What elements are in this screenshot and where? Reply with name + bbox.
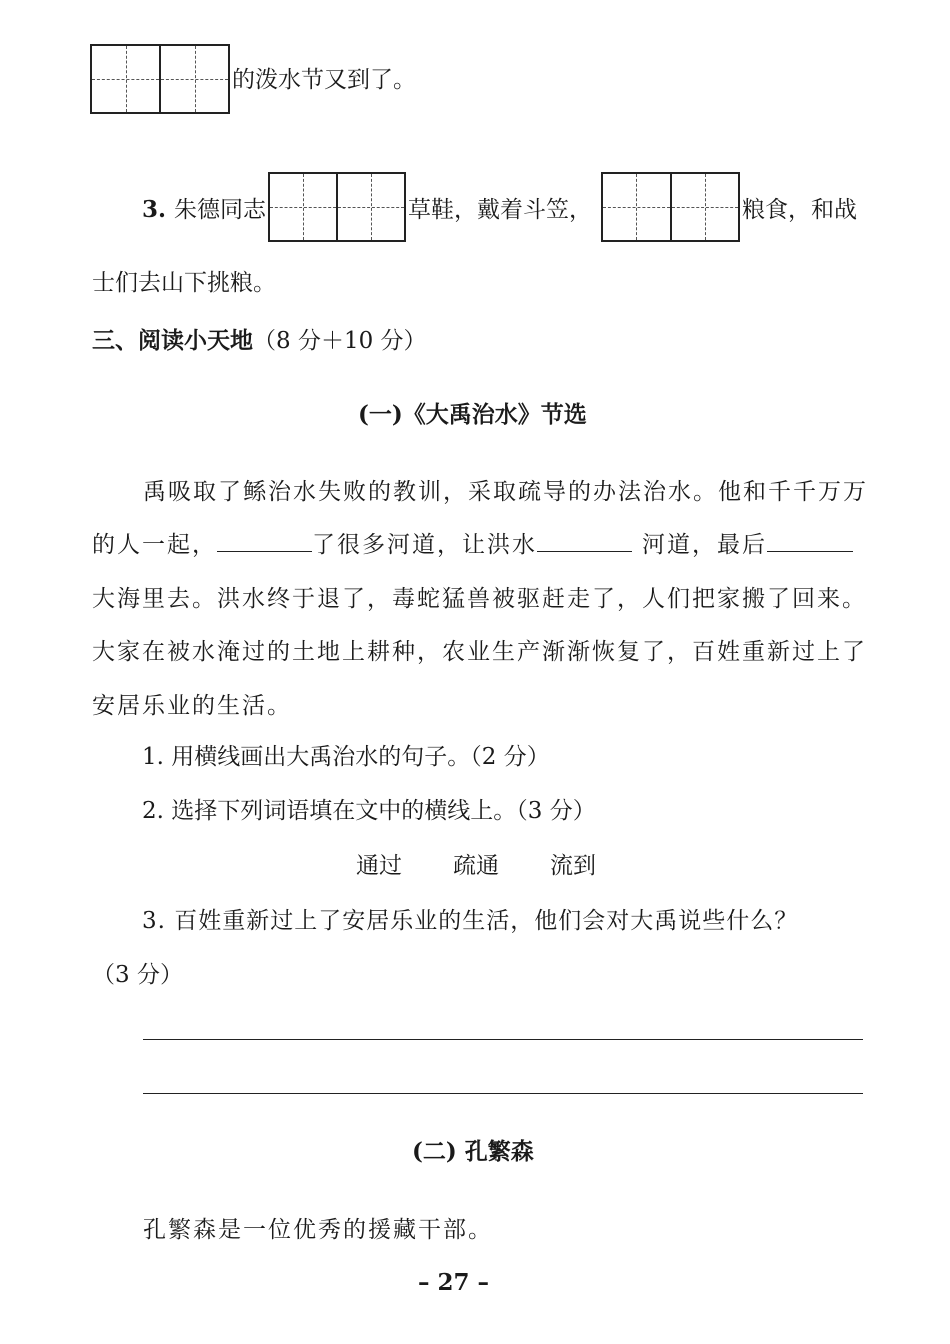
char-cell xyxy=(159,46,228,112)
passage1-line2c: 河道，最后 xyxy=(642,532,767,558)
q3-part4: 士们去山下挑粮。 xyxy=(92,270,276,296)
q3-number: 3. xyxy=(142,196,167,223)
passage1-line2a: 的人一起， xyxy=(92,532,217,558)
passage1-line2 xyxy=(92,526,853,559)
passage1-line3: 大海里去。洪水终于退了，毒蛇猛兽被驱赶走了，人们把家搬了回来。 xyxy=(92,586,867,612)
passage2-line1: 孔繁森是一位优秀的援藏干部。 xyxy=(143,1217,493,1243)
passage1-question1: 1. 用横线画出大禹治水的句子。（2 分） xyxy=(142,744,550,770)
q3-part3: 粮食，和战 xyxy=(742,197,857,223)
q3-part2: 草鞋，戴着斗笠， xyxy=(408,197,592,223)
passage1-question3: 3. 百姓重新过上了安居乐业的生活，他们会对大禹说些什么？ xyxy=(142,908,799,934)
char-cell xyxy=(270,174,336,240)
fill-blank-2[interactable] xyxy=(537,529,632,552)
word-option-1: 通过 xyxy=(356,853,402,879)
fill-blank-3[interactable] xyxy=(767,529,853,552)
passage1-question2: 2. 选择下列词语填在文中的横线上。（3 分） xyxy=(142,798,596,824)
answer-line-1[interactable] xyxy=(143,1039,863,1040)
fill-blank-1[interactable] xyxy=(217,529,312,552)
passage1-line5: 安居乐业的生活。 xyxy=(92,693,292,719)
char-cell xyxy=(336,174,404,240)
word-option-3: 流到 xyxy=(550,853,596,879)
section-heading xyxy=(92,326,427,356)
char-cell xyxy=(92,46,159,112)
page-number: – 27 – xyxy=(418,1269,490,1296)
passage2-title: (二) 孔繁森 xyxy=(412,1138,534,1165)
passage1-title: (一)《大禹治水》节选 xyxy=(358,401,587,428)
q2-tail-text: 的泼水节又到了。 xyxy=(232,67,416,93)
q3-part1: 朱德同志 xyxy=(174,197,266,223)
char-box-q3-a xyxy=(268,172,406,242)
passage1-line4: 大家在被水淹过的土地上耕种，农业生产渐渐恢复了，百姓重新过上了 xyxy=(92,639,867,665)
section-score: （8 分＋10 分） xyxy=(253,328,427,354)
section-title: 三、阅读小天地 xyxy=(92,327,253,354)
answer-line-2[interactable] xyxy=(143,1093,863,1094)
char-cell xyxy=(670,174,739,240)
char-box-q2 xyxy=(90,44,230,114)
passage1-question3-score: （3 分） xyxy=(92,962,183,988)
passage1-line2b: 了很多河道，让洪水 xyxy=(312,532,537,558)
passage1-line1: 禹吸取了鲧治水失败的教训，采取疏导的办法治水。他和千千万万 xyxy=(143,479,868,505)
word-option-2: 疏通 xyxy=(453,853,499,879)
char-box-q3-b xyxy=(601,172,740,242)
char-cell xyxy=(603,174,670,240)
